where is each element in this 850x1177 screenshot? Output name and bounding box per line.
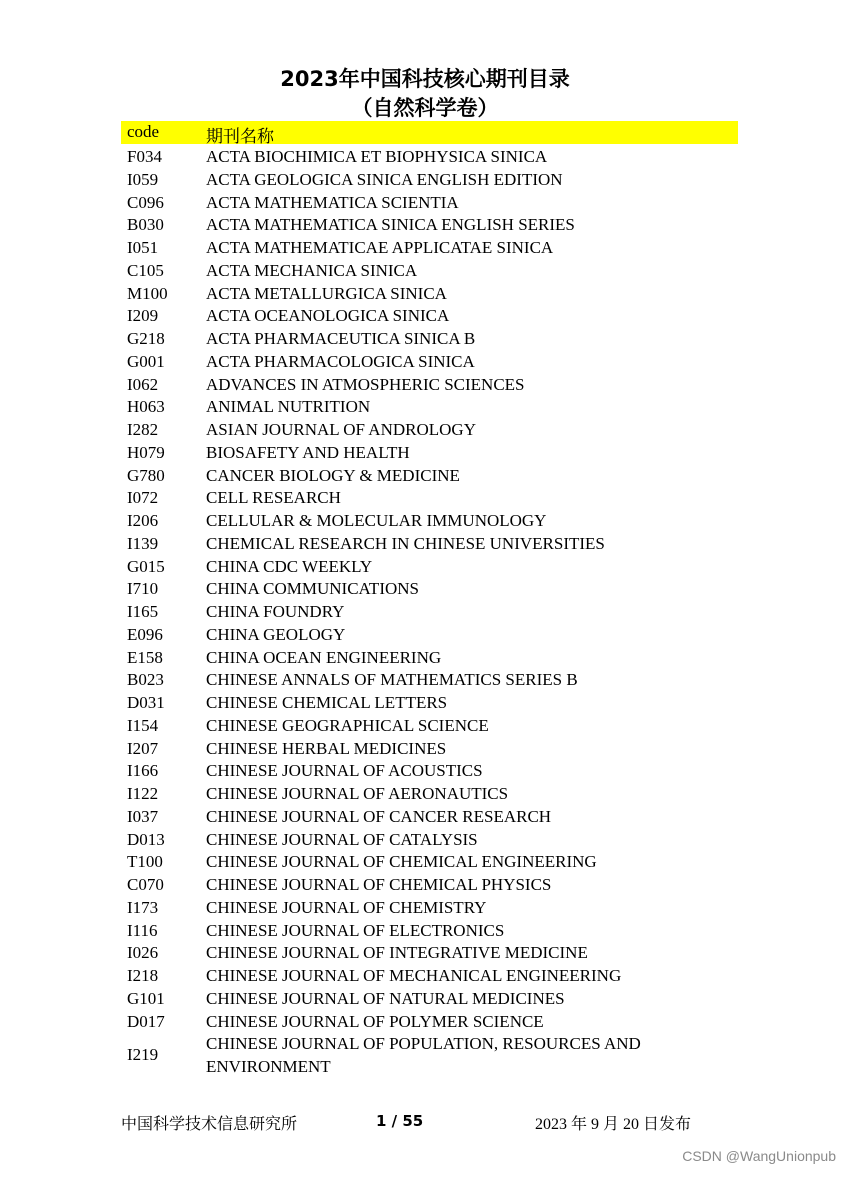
table-row: [0, 145, 850, 168]
table-header-row: [121, 121, 738, 144]
journal-name: CHEMICAL RESEARCH IN CHINESE UNIVERSITIES: [206, 533, 605, 553]
table-row: [0, 759, 850, 782]
journal-code: I122: [127, 784, 159, 803]
table-row: [0, 600, 850, 623]
journal-code: I072: [127, 488, 159, 508]
journal-name: CHINESE JOURNAL OF AERONAUTICS: [206, 784, 509, 803]
table-row: [0, 282, 850, 305]
journal-code: I219: [127, 1045, 159, 1065]
journal-code: E158: [127, 647, 163, 667]
journal-name: ACTA METALLURGICA SINICA: [206, 283, 447, 303]
table-row: [0, 168, 850, 191]
journal-code: M100: [127, 283, 168, 303]
table-row: [0, 691, 850, 714]
journal-name: CHINESE JOURNAL OF CHEMICAL PHYSICS: [206, 875, 552, 894]
journal-name: CHINA COMMUNICATIONS: [206, 579, 419, 599]
journal-name: CELLULAR & MOLECULAR IMMUNOLOGY: [206, 511, 547, 530]
journal-code: G001: [127, 351, 165, 371]
journal-code: I282: [127, 420, 159, 439]
table-row: [0, 668, 850, 691]
table-row: [0, 464, 850, 487]
table-row: [0, 737, 850, 760]
journal-name: CHINESE JOURNAL OF CHEMICAL ENGINEERING: [206, 852, 597, 872]
journal-code: H063: [127, 397, 165, 417]
journal-name: CHINESE JOURNAL OF POPULATION, RESOURCES AND ENVIRONMENT: [206, 1034, 641, 1077]
table-row: [0, 555, 850, 578]
table-row: [0, 441, 850, 464]
journal-name: ADVANCES IN ATMOSPHERIC SCIENCES: [206, 374, 525, 394]
journal-name: CHINA OCEAN ENGINEERING: [206, 647, 442, 667]
journal-code: I116: [127, 920, 158, 940]
journal-name: ACTA OCEANOLOGICA SINICA: [206, 306, 450, 326]
journal-code: E096: [127, 624, 163, 644]
table-row: [0, 941, 850, 964]
table-row: [0, 646, 850, 669]
table-row: [0, 509, 850, 532]
journal-code: T100: [127, 852, 163, 872]
journal-name: CHINESE JOURNAL OF NATURAL MEDICINES: [206, 988, 565, 1008]
document-subtitle: （自然科学卷）: [351, 96, 499, 120]
table-row: [0, 964, 850, 987]
journal-code: G101: [127, 988, 165, 1008]
journal-name: CELL RESEARCH: [206, 488, 341, 508]
journal-code: I165: [127, 602, 159, 621]
journal-code: I710: [127, 579, 159, 599]
journal-code: I139: [127, 533, 159, 553]
journal-code: B023: [127, 670, 164, 690]
table-row: [0, 486, 850, 509]
journal-name: ASIAN JOURNAL OF ANDROLOGY: [206, 420, 476, 439]
journal-name: CHINESE JOURNAL OF POLYMER SCIENCE: [206, 1011, 544, 1031]
journal-code: I173: [127, 897, 159, 917]
journal-name: ACTA GEOLOGICA SINICA ENGLISH EDITION: [206, 169, 563, 189]
journal-code: G218: [127, 329, 165, 348]
journal-code: I037: [127, 806, 159, 826]
document-title: 2023年中国科技核心期刊目录: [280, 67, 570, 91]
watermark: CSDN @WangUnionpub: [682, 1148, 836, 1164]
table-row: [0, 327, 850, 350]
journal-code: C105: [127, 260, 164, 280]
journal-name: ACTA MATHEMATICA SCIENTIA: [206, 192, 459, 212]
table-row: [0, 782, 850, 805]
journal-name: CHINA GEOLOGY: [206, 624, 346, 644]
journal-name: CHINESE JOURNAL OF CHEMISTRY: [206, 897, 487, 917]
journal-code: D031: [127, 693, 165, 712]
journal-name: ANIMAL NUTRITION: [206, 397, 371, 417]
table-row: [0, 805, 850, 828]
table-row: [0, 714, 850, 737]
table-row: [0, 304, 850, 327]
journal-name: CANCER BIOLOGY & MEDICINE: [206, 465, 460, 485]
journal-name: ACTA MATHEMATICA SINICA ENGLISH SERIES: [206, 215, 575, 235]
table-row: [0, 236, 850, 259]
footer-institution: 中国科学技术信息研究所: [121, 1116, 298, 1133]
journal-code: I062: [127, 374, 159, 394]
journal-code: G780: [127, 465, 165, 485]
table-row: [0, 191, 850, 214]
table-row: [0, 418, 850, 441]
header-journal-name: 期刊名称: [206, 127, 274, 146]
table-row: [0, 623, 850, 646]
journal-name: ACTA PHARMACOLOGICA SINICA: [206, 351, 475, 371]
journal-name: ACTA BIOCHIMICA ET BIOPHYSICA SINICA: [206, 147, 548, 166]
journal-code: I218: [127, 966, 159, 985]
journal-name: CHINA FOUNDRY: [206, 602, 345, 621]
journal-code: I059: [127, 169, 159, 189]
journal-name: ACTA MECHANICA SINICA: [206, 260, 418, 280]
journal-name: CHINESE JOURNAL OF CANCER RESEARCH: [206, 806, 552, 826]
journal-name: ACTA MATHEMATICAE APPLICATAE SINICA: [206, 238, 554, 257]
table-row: [0, 532, 850, 555]
journal-name: CHINESE JOURNAL OF ACOUSTICS: [206, 761, 483, 781]
journal-code: B030: [127, 215, 164, 235]
journal-code: I026: [127, 943, 159, 963]
journal-code: I207: [127, 738, 159, 758]
table-row: [0, 213, 850, 236]
journal-name: CHINESE ANNALS OF MATHEMATICS SERIES B: [206, 670, 578, 690]
journal-code: G015: [127, 556, 165, 576]
table-row: [0, 577, 850, 600]
page-number: 1 / 55: [376, 1112, 424, 1130]
journal-name: CHINA CDC WEEKLY: [206, 556, 373, 576]
journal-code: I209: [127, 306, 159, 326]
journal-code: I166: [127, 761, 159, 781]
journal-name: CHINESE JOURNAL OF ELECTRONICS: [206, 920, 505, 940]
journal-name: CHINESE JOURNAL OF MECHANICAL ENGINEERING: [206, 966, 622, 985]
journal-code: C096: [127, 192, 164, 212]
journal-name: CHINESE GEOGRAPHICAL SCIENCE: [206, 715, 489, 735]
journal-code: I206: [127, 511, 159, 530]
journal-code: D017: [127, 1011, 165, 1031]
table-row: [0, 259, 850, 282]
table-row: [0, 896, 850, 919]
table-row: [0, 350, 850, 373]
journal-code: F034: [127, 147, 162, 166]
table-row: [0, 395, 850, 418]
table-row: [0, 919, 850, 942]
table-row: [0, 987, 850, 1010]
journal-name: BIOSAFETY AND HEALTH: [206, 442, 410, 462]
table-row: [0, 1032, 850, 1078]
table-row: [0, 850, 850, 873]
journal-code: D013: [127, 829, 165, 849]
table-row: [0, 873, 850, 896]
table-row: [0, 373, 850, 396]
journal-code: I154: [127, 715, 159, 735]
publish-date: 2023 年 9 月 20 日发布: [535, 1116, 692, 1133]
header-code: code: [127, 122, 160, 141]
journal-code: I051: [127, 238, 159, 257]
journal-name: CHINESE JOURNAL OF CATALYSIS: [206, 829, 478, 849]
journal-code: C070: [127, 875, 164, 894]
table-row: [0, 828, 850, 851]
journal-name: CHINESE JOURNAL OF INTEGRATIVE MEDICINE: [206, 943, 588, 963]
journal-name: CHINESE CHEMICAL LETTERS: [206, 693, 448, 712]
table-row: [0, 1010, 850, 1033]
journal-code: H079: [127, 442, 165, 462]
journal-name: CHINESE HERBAL MEDICINES: [206, 738, 447, 758]
journal-name: ACTA PHARMACEUTICA SINICA B: [206, 329, 476, 348]
